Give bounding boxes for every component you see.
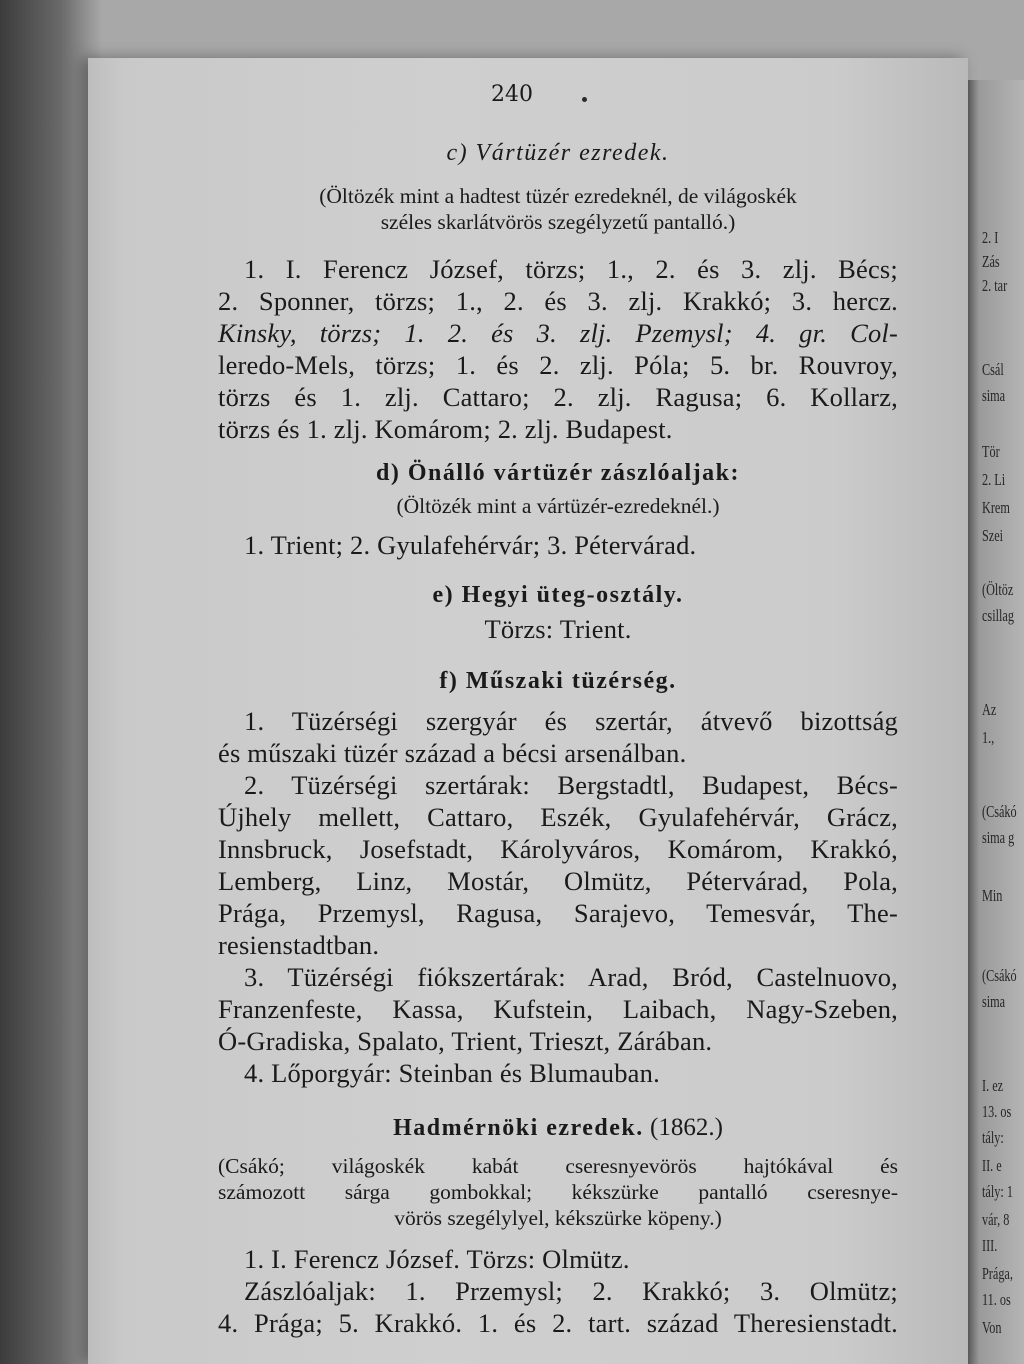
text-line: 2. Sponner, törzs; 1., 2. és 3. zlj. Krakkó; 3. hercz.: [218, 286, 898, 316]
text-line: 4. Lőporgyár: Steinban és Blumauban.: [244, 1058, 660, 1088]
note-line: számozott sárga gombokkal; kékszürke pantalló cseresnye-: [218, 1180, 898, 1204]
fragment: 2. I: [982, 228, 999, 247]
fragment: csillag: [982, 606, 1014, 625]
text-line: Franzenfeste, Kassa, Kufstein, Laibach, Nagy-Szeben,: [218, 994, 898, 1024]
note-line: (Öltözék mint a vártüzér-ezredeknél.): [396, 494, 720, 518]
note-line: széles skarlátvörös szegélyzetű pantalló.): [380, 210, 736, 234]
text-line: 2. Tüzérségi szertárak: Bergstadtl, Budapest, Bécs-: [244, 770, 898, 800]
text-line: Ó-Gradiska, Spalato, Trient, Trieszt, Zárában.: [218, 1026, 713, 1056]
page-number: 240: [491, 82, 533, 107]
fragment: 2. tar: [982, 276, 1008, 295]
note-line: (Csákó; világoskék kabát cseresnyevörös hajtókával és: [218, 1154, 898, 1178]
text-line: Lemberg, Linz, Mostár, Olmütz, Pétervárad, Pola,: [218, 866, 898, 896]
text-line: leredo-Mels, törzs; 1. és 2. zlj. Póla; 5. br. Rouvroy,: [218, 350, 898, 380]
text-line: 1. I. Ferencz József, törzs; 1., 2. és 3. zlj. Bécs;: [244, 254, 898, 284]
fragment: sima g: [982, 828, 1015, 847]
fragment: 2. Li: [982, 470, 1006, 489]
text-line: törzs és 1. zlj. Komárom; 2. zlj. Budapest.: [218, 414, 673, 444]
text-line: 4. Prága; 5. Krakkó. 1. és 2. tart. század Theresienstadt.: [218, 1308, 898, 1338]
text-line: Innsbruck, Josefstadt, Károlyváros, Komárom, Krakkó,: [218, 834, 898, 864]
text-line: 3. Tüzérségi fiókszertárak: Arad, Bród, Castelnuovo,: [244, 962, 898, 992]
text-line: Törzs: Trient.: [484, 614, 632, 644]
fragment: Az: [982, 700, 997, 719]
adjacent-page-edge: [968, 80, 1024, 1364]
fragment: Zás: [982, 252, 1000, 271]
fragment: Prága,: [982, 1264, 1013, 1283]
text-line: 1. I. Ferencz József. Törzs: Olmütz.: [244, 1244, 630, 1274]
text-line: 1. Tüzérségi szergyár és szertár, átvevő bizottság: [244, 706, 898, 736]
text-line: 1. Trient; 2. Gyulafehérvár; 3. Pétervárad.: [244, 530, 697, 560]
fragment: (Öltöz: [982, 580, 1014, 599]
fragment: tály:: [982, 1128, 1004, 1147]
fragment: Min: [982, 886, 1003, 905]
section-title-text: c) Vártüzér ezredek.: [446, 140, 670, 166]
fragment: Von: [982, 1318, 1002, 1337]
fragment: (Csákó: [982, 802, 1017, 821]
section-title: e) Hegyi üteg-osztály.: [432, 582, 684, 608]
fragment: sima: [982, 386, 1006, 405]
section-title-year: (1862.): [643, 1114, 723, 1141]
note-line: (Öltözék mint a hadtest tüzér ezredeknél, de világoskék: [319, 184, 797, 208]
fragment: 1.,: [982, 728, 995, 747]
text-line: és műszaki tüzér század a bécsi arsenálban.: [218, 738, 687, 768]
fragment: sima: [982, 992, 1006, 1011]
fragment: vár, 8: [982, 1210, 1010, 1229]
fragment: I. ez: [982, 1076, 1004, 1095]
section-title: [218, 1114, 898, 1142]
fragment: 13. os: [982, 1102, 1012, 1121]
text-line: törzs és 1. zlj. Cattaro; 2. zlj. Ragusa; 6. Kollarz,: [218, 382, 898, 412]
section-title: f) Műszaki tüzérség.: [439, 668, 677, 694]
fragment: III.: [982, 1236, 998, 1255]
note-line: vörös szegélylyel, kékszürke köpeny.): [394, 1206, 722, 1230]
section-title: [218, 140, 898, 167]
fragment: tály: 1: [982, 1182, 1013, 1201]
section-title-bold: Hadmérnöki ezredek.: [393, 1115, 644, 1141]
fragment: Szei: [982, 526, 1004, 545]
text-line: Zászlóaljak: 1. Przemysl; 2. Krakkó; 3. Olmütz;: [244, 1276, 898, 1306]
fragment: Tör: [982, 442, 1000, 461]
text-line: Prága, Przemysl, Ragusa, Sarajevo, Temesvár, The-: [218, 898, 898, 928]
ink-dot: [582, 97, 587, 102]
text-line: resienstadtban.: [218, 930, 380, 960]
section-title: d) Önálló vártüzér zászlóaljak:: [375, 460, 741, 486]
fragment: Krem: [982, 498, 1010, 517]
fragment: II. e: [982, 1156, 1002, 1175]
text-line: Újhely mellett, Cattaro, Eszék, Gyulafehérvár, Grácz,: [218, 802, 898, 832]
fragment: 11. os: [982, 1290, 1011, 1309]
fragment: (Csákó: [982, 966, 1017, 985]
text-line: Kinsky, törzs; 1. 2. és 3. zlj. Pzemysl; 4. gr. Col-: [218, 318, 898, 348]
fragment: Csál: [982, 360, 1004, 379]
